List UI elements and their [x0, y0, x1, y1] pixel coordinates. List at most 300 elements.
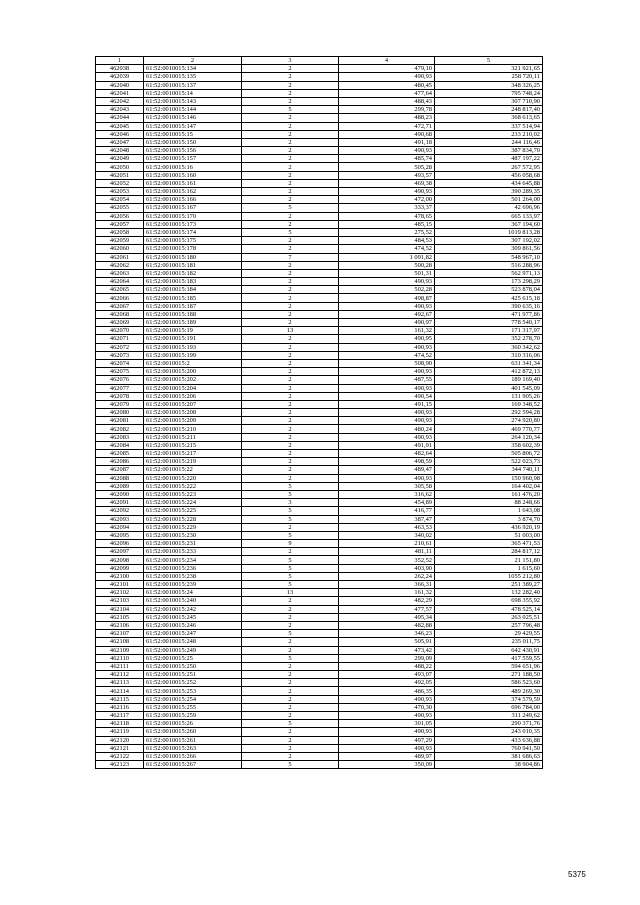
row-number-cell: 462121 [96, 744, 144, 752]
value-cell: 493,07 [339, 671, 435, 679]
category-cell: 5 [242, 106, 339, 114]
row-number-cell: 462066 [96, 294, 144, 302]
value-cell: 472,71 [339, 122, 435, 130]
row-number-cell: 462103 [96, 597, 144, 605]
value-cell: 474,52 [339, 245, 435, 253]
value-cell: 490,93 [339, 417, 435, 425]
value-cell: 490,93 [339, 409, 435, 417]
value-cell: 470,30 [339, 703, 435, 711]
category-cell: 2 [242, 384, 339, 392]
cadastral-number-cell: 61:52:0010015:150 [144, 138, 242, 146]
value-cell: 491,18 [339, 138, 435, 146]
row-number-cell: 462077 [96, 384, 144, 392]
cadastral-number-cell: 61:52:0010015:240 [144, 597, 242, 605]
category-cell: 2 [242, 376, 339, 384]
row-number-cell: 462089 [96, 482, 144, 490]
table-row [96, 572, 543, 580]
table-row [96, 392, 543, 400]
row-number-cell: 462050 [96, 163, 144, 171]
value-cell: 498,59 [339, 458, 435, 466]
table-row [96, 597, 543, 605]
value-cell: 301,05 [339, 720, 435, 728]
category-cell: 5 [242, 581, 339, 589]
cadastral-number-cell: 61:52:0010015:266 [144, 752, 242, 760]
row-number-cell: 462059 [96, 237, 144, 245]
row-number-cell: 462092 [96, 507, 144, 515]
cadastral-number-cell: 61:52:0010015:187 [144, 302, 242, 310]
header-cell-1: 1 [96, 57, 144, 65]
cadastral-number-cell: 61:52:0010015:166 [144, 196, 242, 204]
cadastral-number-cell: 61:52:0010015:254 [144, 695, 242, 703]
table-header-row [96, 57, 543, 65]
cadastral-number-cell: 61:52:0010015:210 [144, 425, 242, 433]
category-cell: 2 [242, 712, 339, 720]
value-cell: 490,93 [339, 474, 435, 482]
row-number-cell: 462113 [96, 679, 144, 687]
cadastral-number-cell: 61:52:0010015:233 [144, 548, 242, 556]
table-row [96, 490, 543, 498]
value-cell: 490,93 [339, 147, 435, 155]
cadastral-number-cell: 61:52:0010015:252 [144, 679, 242, 687]
value-cell: 350,09 [339, 761, 435, 769]
table-row [96, 728, 543, 736]
amount-cell: 257 796,48 [435, 621, 543, 629]
amount-cell: 337 514,94 [435, 122, 543, 130]
amount-cell: 401 545,09 [435, 384, 543, 392]
cadastral-number-cell: 61:52:0010015:245 [144, 613, 242, 621]
amount-cell: 523 878,04 [435, 286, 543, 294]
value-cell: 472,00 [339, 196, 435, 204]
value-cell: 486,35 [339, 687, 435, 695]
table-row [96, 450, 543, 458]
amount-cell: 352 278,70 [435, 335, 543, 343]
category-cell: 2 [242, 81, 339, 89]
table-row [96, 261, 543, 269]
cadastral-number-cell: 61:52:0010015:134 [144, 65, 242, 73]
value-cell: 500,28 [339, 261, 435, 269]
cadastral-number-cell: 61:52:0010015:220 [144, 474, 242, 482]
table-row [96, 97, 543, 105]
cadastral-number-cell: 61:52:0010015:250 [144, 662, 242, 670]
value-cell: 316,62 [339, 490, 435, 498]
amount-cell: 1019 813,28 [435, 228, 543, 236]
table-row [96, 752, 543, 760]
table-row [96, 531, 543, 539]
row-number-cell: 462114 [96, 687, 144, 695]
row-number-cell: 462045 [96, 122, 144, 130]
cadastral-number-cell: 61:52:0010015:255 [144, 703, 242, 711]
table-row [96, 662, 543, 670]
row-number-cell: 462119 [96, 728, 144, 736]
cadastral-number-cell: 61:52:0010015:263 [144, 744, 242, 752]
amount-cell: 471 977,86 [435, 310, 543, 318]
cadastral-number-cell: 61:52:0010015:261 [144, 736, 242, 744]
value-cell: 490,93 [339, 712, 435, 720]
value-cell: 490,93 [339, 728, 435, 736]
value-cell: 485,15 [339, 220, 435, 228]
amount-cell: 271 188,50 [435, 671, 543, 679]
cadastral-number-cell: 61:52:0010015:188 [144, 310, 242, 318]
value-cell: 490,93 [339, 73, 435, 81]
row-number-cell: 462116 [96, 703, 144, 711]
value-cell: 477,57 [339, 605, 435, 613]
cadastral-number-cell: 61:52:0010015:161 [144, 179, 242, 187]
table-row [96, 220, 543, 228]
table-row [96, 89, 543, 97]
value-cell: 487,55 [339, 376, 435, 384]
amount-cell: 358 602,39 [435, 441, 543, 449]
table-row [96, 278, 543, 286]
category-cell: 2 [242, 171, 339, 179]
amount-cell: 309 861,56 [435, 245, 543, 253]
table-row [96, 130, 543, 138]
cadastral-number-cell: 61:52:0010015:2 [144, 359, 242, 367]
table-row [96, 589, 543, 597]
row-number-cell: 462078 [96, 392, 144, 400]
table-row [96, 171, 543, 179]
amount-cell: 631 341,34 [435, 359, 543, 367]
cadastral-number-cell: 61:52:0010015:208 [144, 409, 242, 417]
amount-cell: 235 011,75 [435, 638, 543, 646]
value-cell: 495,34 [339, 613, 435, 621]
cadastral-number-cell: 61:52:0010015:157 [144, 155, 242, 163]
value-cell: 469,38 [339, 179, 435, 187]
value-cell: 480,24 [339, 425, 435, 433]
category-cell: 2 [242, 188, 339, 196]
row-number-cell: 462120 [96, 736, 144, 744]
category-cell: 2 [242, 163, 339, 171]
amount-cell: 456 058,68 [435, 171, 543, 179]
table-row [96, 286, 543, 294]
cadastral-number-cell: 61:52:0010015:16 [144, 163, 242, 171]
row-number-cell: 462068 [96, 310, 144, 318]
value-cell: 454,89 [339, 499, 435, 507]
cadastral-number-cell: 61:52:0010015:207 [144, 400, 242, 408]
cadastral-number-cell: 61:52:0010015:162 [144, 188, 242, 196]
category-cell: 2 [242, 179, 339, 187]
cadastral-number-cell: 61:52:0010015:146 [144, 114, 242, 122]
table-row [96, 515, 543, 523]
value-cell: 484,53 [339, 237, 435, 245]
amount-cell: 381 686,63 [435, 752, 543, 760]
category-cell: 5 [242, 556, 339, 564]
value-cell: 490,93 [339, 188, 435, 196]
category-cell: 5 [242, 720, 339, 728]
category-cell: 2 [242, 621, 339, 629]
category-cell: 2 [242, 728, 339, 736]
table-row [96, 433, 543, 441]
amount-cell: 522 023,73 [435, 458, 543, 466]
row-number-cell: 462106 [96, 621, 144, 629]
amount-cell: 42 696,96 [435, 204, 543, 212]
table-row [96, 384, 543, 392]
table-row [96, 540, 543, 548]
cadastral-number-cell: 61:52:0010015:224 [144, 499, 242, 507]
value-cell: 1 091,82 [339, 253, 435, 261]
value-cell: 262,24 [339, 572, 435, 580]
cadastral-number-cell: 61:52:0010015:191 [144, 335, 242, 343]
value-cell: 305,58 [339, 482, 435, 490]
row-number-cell: 462074 [96, 359, 144, 367]
amount-cell: 548 967,10 [435, 253, 543, 261]
page-number: 5375 [568, 870, 586, 879]
table-row [96, 351, 543, 359]
amount-cell: 390 289,35 [435, 188, 543, 196]
row-number-cell: 462057 [96, 220, 144, 228]
cadastral-number-cell: 61:52:0010015:174 [144, 228, 242, 236]
value-cell: 352,52 [339, 556, 435, 564]
value-cell: 482,64 [339, 450, 435, 458]
table-row [96, 507, 543, 515]
value-cell: 210,61 [339, 540, 435, 548]
amount-cell: 417 559,55 [435, 654, 543, 662]
table-row [96, 720, 543, 728]
category-cell: 2 [242, 417, 339, 425]
category-cell: 2 [242, 343, 339, 351]
table-row [96, 695, 543, 703]
category-cell: 2 [242, 114, 339, 122]
cadastral-number-cell: 61:52:0010015:236 [144, 564, 242, 572]
row-number-cell: 462082 [96, 425, 144, 433]
category-cell: 2 [242, 261, 339, 269]
value-cell: 299,78 [339, 106, 435, 114]
value-cell: 275,52 [339, 228, 435, 236]
value-cell: 501,31 [339, 269, 435, 277]
value-cell: 493,57 [339, 171, 435, 179]
cadastral-number-cell: 61:52:0010015:229 [144, 523, 242, 531]
row-number-cell: 462055 [96, 204, 144, 212]
table-row [96, 409, 543, 417]
row-number-cell: 462105 [96, 613, 144, 621]
category-cell: 5 [242, 654, 339, 662]
row-number-cell: 462058 [96, 228, 144, 236]
cadastral-number-cell: 61:52:0010015:260 [144, 728, 242, 736]
value-cell: 490,93 [339, 744, 435, 752]
category-cell: 2 [242, 147, 339, 155]
cadastral-number-cell: 61:52:0010015:219 [144, 458, 242, 466]
amount-cell: 489 269,30 [435, 687, 543, 695]
table-row [96, 736, 543, 744]
table-row [96, 482, 543, 490]
value-cell: 463,53 [339, 523, 435, 531]
cadastral-number-cell: 61:52:0010015:215 [144, 441, 242, 449]
cadastral-number-cell: 61:52:0010015:247 [144, 630, 242, 638]
category-cell: 2 [242, 671, 339, 679]
cadastral-number-cell: 61:52:0010015:144 [144, 106, 242, 114]
table-row [96, 237, 543, 245]
amount-cell: 264 120,34 [435, 433, 543, 441]
amount-cell: 665 133,97 [435, 212, 543, 220]
category-cell: 2 [242, 703, 339, 711]
amount-cell: 150 960,98 [435, 474, 543, 482]
category-cell: 2 [242, 400, 339, 408]
category-cell: 2 [242, 319, 339, 327]
category-cell: 9 [242, 540, 339, 548]
value-cell: 489,97 [339, 752, 435, 760]
table-row [96, 441, 543, 449]
value-cell: 490,95 [339, 335, 435, 343]
category-cell: 2 [242, 122, 339, 130]
table-row [96, 417, 543, 425]
value-cell: 497,29 [339, 736, 435, 744]
category-cell: 3 [242, 499, 339, 507]
row-number-cell: 462064 [96, 278, 144, 286]
cadastral-number-cell: 61:52:0010015:251 [144, 671, 242, 679]
row-number-cell: 462084 [96, 441, 144, 449]
table-row [96, 523, 543, 531]
category-cell: 2 [242, 269, 339, 277]
row-number-cell: 462107 [96, 630, 144, 638]
amount-cell: 436 920,19 [435, 523, 543, 531]
table-row [96, 155, 543, 163]
cadastral-number-cell: 61:52:0010015:182 [144, 269, 242, 277]
cadastral-number-cell: 61:52:0010015:209 [144, 417, 242, 425]
table-row [96, 310, 543, 318]
table-row [96, 630, 543, 638]
row-number-cell: 462090 [96, 490, 144, 498]
row-number-cell: 462117 [96, 712, 144, 720]
row-number-cell: 462088 [96, 474, 144, 482]
amount-cell: 88 248,66 [435, 499, 543, 507]
value-cell: 490,93 [339, 302, 435, 310]
category-cell: 2 [242, 695, 339, 703]
row-number-cell: 462100 [96, 572, 144, 580]
row-number-cell: 462112 [96, 671, 144, 679]
category-cell: 2 [242, 138, 339, 146]
amount-cell: 367 194,60 [435, 220, 543, 228]
cadastral-number-cell: 61:52:0010015:185 [144, 294, 242, 302]
row-number-cell: 462043 [96, 106, 144, 114]
amount-cell: 698 355,92 [435, 597, 543, 605]
value-cell: 490,68 [339, 130, 435, 138]
category-cell: 2 [242, 597, 339, 605]
category-cell: 5 [242, 515, 339, 523]
row-number-cell: 462038 [96, 65, 144, 73]
amount-cell: 251 389,27 [435, 581, 543, 589]
amount-cell: 233 210,02 [435, 130, 543, 138]
table-row [96, 188, 543, 196]
amount-cell: 778 540,17 [435, 319, 543, 327]
cadastral-number-cell: 61:52:0010015:178 [144, 245, 242, 253]
category-cell: 5 [242, 531, 339, 539]
table-row [96, 744, 543, 752]
value-cell: 480,45 [339, 81, 435, 89]
table-row [96, 474, 543, 482]
amount-cell: 244 116,46 [435, 138, 543, 146]
table-row [96, 581, 543, 589]
category-cell: 2 [242, 433, 339, 441]
cadastral-number-cell: 61:52:0010015:239 [144, 581, 242, 589]
category-cell: 5 [242, 507, 339, 515]
table-row [96, 114, 543, 122]
amount-cell: 795 748,24 [435, 89, 543, 97]
amount-cell: 29 429,55 [435, 630, 543, 638]
row-number-cell: 462095 [96, 531, 144, 539]
cadastral-number-cell: 61:52:0010015:193 [144, 343, 242, 351]
table-row [96, 343, 543, 351]
table-row [96, 81, 543, 89]
cadastral-number-cell: 61:52:0010015:199 [144, 351, 242, 359]
row-number-cell: 462062 [96, 261, 144, 269]
row-number-cell: 462101 [96, 581, 144, 589]
cadastral-number-cell: 61:52:0010015:249 [144, 646, 242, 654]
category-cell: 2 [242, 523, 339, 531]
row-number-cell: 462071 [96, 335, 144, 343]
amount-cell: 368 613,65 [435, 114, 543, 122]
value-cell: 502,28 [339, 286, 435, 294]
amount-cell: 1 643,08 [435, 507, 543, 515]
table-row [96, 425, 543, 433]
table-row [96, 712, 543, 720]
value-cell: 488,22 [339, 662, 435, 670]
value-cell: 161,32 [339, 589, 435, 597]
table-row [96, 65, 543, 73]
cadastral-number-cell: 61:52:0010015:167 [144, 204, 242, 212]
value-cell: 366,31 [339, 581, 435, 589]
row-number-cell: 462093 [96, 515, 144, 523]
row-number-cell: 462085 [96, 450, 144, 458]
value-cell: 403,90 [339, 564, 435, 572]
cadastral-number-cell: 61:52:0010015:15 [144, 130, 242, 138]
table-row [96, 703, 543, 711]
amount-cell: 425 615,18 [435, 294, 543, 302]
row-number-cell: 462073 [96, 351, 144, 359]
header-cell-3: 3 [242, 57, 339, 65]
category-cell: 13 [242, 589, 339, 597]
cadastral-number-cell: 61:52:0010015:24 [144, 589, 242, 597]
category-cell: 5 [242, 572, 339, 580]
table-row [96, 458, 543, 466]
row-number-cell: 462042 [96, 97, 144, 105]
amount-cell: 487 197,22 [435, 155, 543, 163]
category-cell: 2 [242, 605, 339, 613]
row-number-cell: 462051 [96, 171, 144, 179]
row-number-cell: 462054 [96, 196, 144, 204]
amount-cell: 263 025,51 [435, 613, 543, 621]
value-cell: 485,74 [339, 155, 435, 163]
value-cell: 387,47 [339, 515, 435, 523]
table-row [96, 605, 543, 613]
table-row [96, 319, 543, 327]
row-number-cell: 462115 [96, 695, 144, 703]
table-row [96, 327, 543, 335]
category-cell: 2 [242, 425, 339, 433]
table-row [96, 163, 543, 171]
amount-cell: 433 636,88 [435, 736, 543, 744]
row-number-cell: 462104 [96, 605, 144, 613]
cadastral-number-cell: 61:52:0010015:211 [144, 433, 242, 441]
category-cell: 2 [242, 155, 339, 163]
table-row [96, 638, 543, 646]
table-row [96, 687, 543, 695]
amount-cell: 131 905,26 [435, 392, 543, 400]
cadastral-number-cell: 61:52:0010015:225 [144, 507, 242, 515]
value-cell: 346,23 [339, 630, 435, 638]
cadastral-number-cell: 61:52:0010015:183 [144, 278, 242, 286]
value-cell: 474,52 [339, 351, 435, 359]
value-cell: 505,28 [339, 163, 435, 171]
amount-cell: 360 342,62 [435, 343, 543, 351]
amount-cell: 501 264,00 [435, 196, 543, 204]
table-row [96, 228, 543, 236]
value-cell: 482,29 [339, 597, 435, 605]
cadastral-number-cell: 61:52:0010015:248 [144, 638, 242, 646]
cadastral-number-cell: 61:52:0010015:230 [144, 531, 242, 539]
category-cell: 2 [242, 310, 339, 318]
amount-cell: 274 920,80 [435, 417, 543, 425]
category-cell: 2 [242, 294, 339, 302]
row-number-cell: 462087 [96, 466, 144, 474]
